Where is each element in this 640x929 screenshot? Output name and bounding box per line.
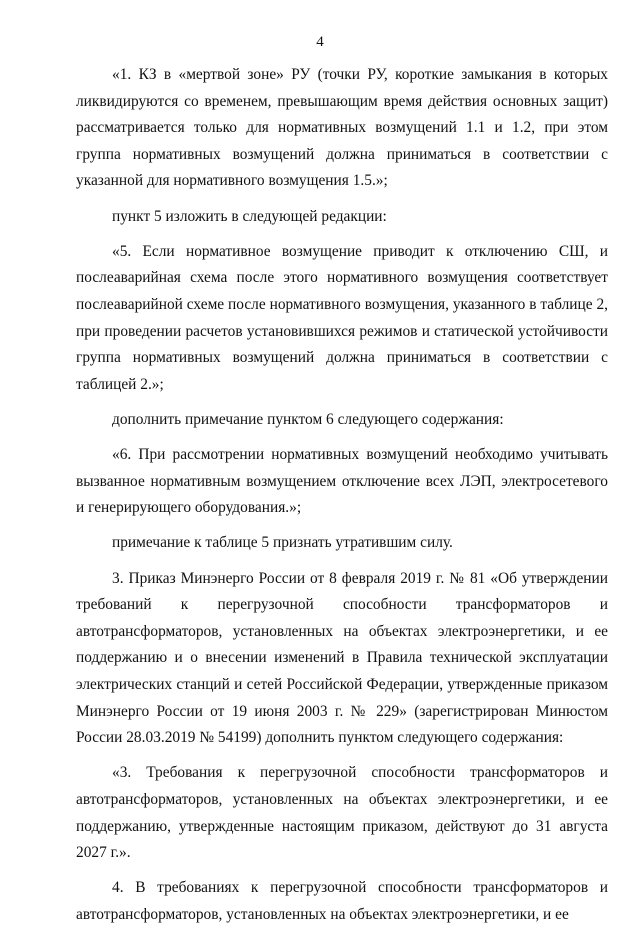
paragraph-item-5-instruction: пункт 5 изложить в следующей редакции: xyxy=(112,207,387,225)
paragraph-dead-zone-clause: «1. КЗ в «мертвой зоне» РУ (точки РУ, короткие замыкания в которых ликвидируются со временем, превышающим время действия основных защит) рассматривается только для нормативных возмущений 1.1 и 1.2, при этом группа нормативных возмущений должна приниматься в соответствии с указанной для нормативного возмущения 1.5.»; xyxy=(76,66,608,190)
document-body xyxy=(76,62,608,929)
paragraph-order-81: 3. Приказ Минэнерго России от 8 февраля 2019 г. № 81 «Об утверждении требований к перегрузочной способности трансформаторов и автотрансформаторов, установленных на объектах электроэнергетики, и ее поддержанию и о внесении изменений в Правила технической эксплуатации электрических станций и сетей Российской Федерации, утвержденные приказом Минэнерго России от 19 июня 2003 г. № 229» (зарегистрирован Минюстом России 28.03.2019 № 54199) дополнить пунктом следующего содержания: xyxy=(76,569,608,747)
paragraph-note-6-text: «6. При рассмотрении нормативных возмущений необходимо учитывать вызванное нормативным возмущением отключение всех ЛЭП, электросетевого и генерирующего оборудования.»; xyxy=(76,446,608,517)
paragraph-item-5-text: «5. Если нормативное возмущение приводит к отключению СШ, и послеаварийная схема после этого нормативного возмущения соответствует послеаварийной схеме после нормативного возмущения, указанного в таблице 2, при проведении расчетов установившихся режимов и статической устойчивости группа нормативных возмущений должна приниматься в соответствии с таблицей 2.»; xyxy=(76,242,608,393)
page-number: 4 xyxy=(316,34,324,50)
paragraph-order-81-item-3: «3. Требования к перегрузочной способности трансформаторов и автотрансформаторов, установленных на объектах электроэнергетики, и ее поддержанию, утвержденные настоящим приказом, действуют до 31 августа 2027 г.». xyxy=(76,764,608,862)
paragraph-table-5-note: примечание к таблице 5 признать утратившим силу. xyxy=(112,534,453,552)
paragraph-note-6-instruction: дополнить примечание пунктом 6 следующего содержания: xyxy=(112,410,504,428)
paragraph-item-4: 4. В требованиях к перегрузочной способности трансформаторов и автотрансформаторов, установленных на объектах электроэнергетики, и ее xyxy=(76,879,608,923)
